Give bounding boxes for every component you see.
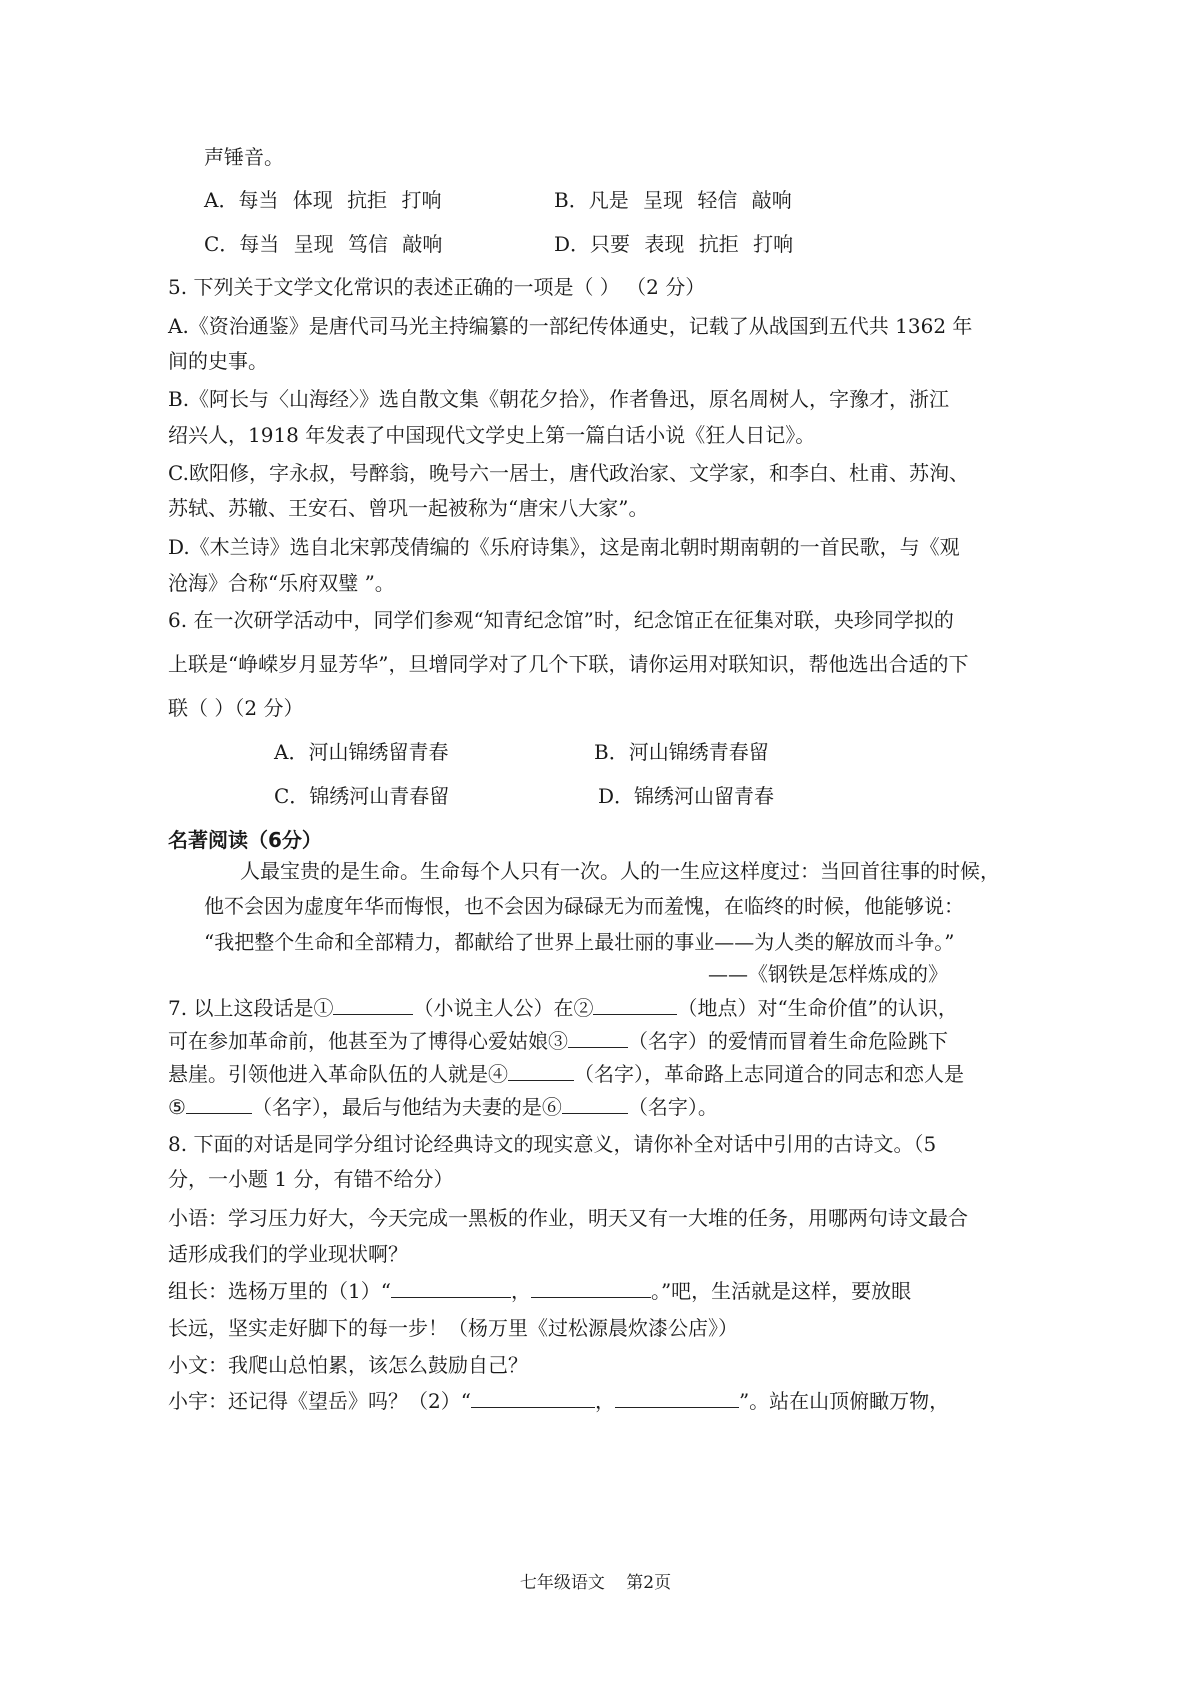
q8-zuzhang-line1 [168, 1277, 911, 1305]
q7-text: （名字），最后与他结为夫妻的是⑥ [251, 1095, 562, 1119]
q7-text: 可在参加革命前，他甚至为了博得心爱姑娘③ [168, 1029, 568, 1053]
q6-option-d: D．锦绣河山留青春 [598, 784, 775, 808]
q7-text: （名字）。 [627, 1095, 718, 1119]
q8-line1: 8. 下面的对话是同学分组讨论经典诗文的现实意义，请你补全对话中引用的古诗文。（5 [168, 1132, 937, 1156]
q7-blank-6[interactable] [562, 1093, 628, 1114]
reading-paragraph-line3: “我把整个生命和全部精力，都献给了世界上最壮丽的事业——为人类的解放而斗争。” [204, 930, 955, 954]
q8-text: ”。站在山顶俯瞰万物， [738, 1389, 950, 1413]
q5-option-b-line2: 绍兴人，1918 年发表了中国现代文学史上第一篇白话小说《狂人日记》。 [168, 423, 816, 447]
q6-line2: 上联是“峥嵘岁月显芳华”，旦增同学对了几个下联，请你运用对联知识，帮他选出合适的下 [168, 652, 969, 676]
q8-xiaowen-line: 小文：我爬山总怕累，该怎么鼓励自己？ [168, 1353, 528, 1377]
q4-option-b: B．凡是 呈现 轻信 敲响 [554, 188, 792, 212]
q5-option-a-line1: A.《资治通鉴》是唐代司马光主持编纂的一部纪传体通史，记载了从战国到五代共 1362 年 [168, 314, 973, 338]
q6-option-c: C．锦绣河山青春留 [274, 784, 450, 808]
q5-option-c-line1: C.欧阳修，字永叔，号醉翁，晚号六一居士，唐代政治家、文学家，和李白、杜甫、苏洵、 [168, 461, 969, 485]
q6-option-a: A．河山锦绣留青春 [274, 740, 449, 764]
reading-paragraph-line2: 他不会因为虚度年华而悔恨，也不会因为碌碌无为而羞愧，在临终的时候，他能够说： [204, 894, 964, 918]
q8-xiaoyu2-line [168, 1387, 949, 1415]
q8-xiaoyu-line2: 适形成我们的学业现状啊？ [168, 1242, 408, 1266]
q7-line4 [168, 1093, 718, 1121]
q7-blank-4[interactable] [508, 1060, 574, 1081]
q5-stem: 5. 下列关于文学文化常识的表述正确的一项是（ ） （2 分） [168, 275, 706, 299]
q8-xiaoyu-line1: 小语：学习压力好大，今天完成一黑板的作业，明天又有一大堆的任务，用哪两句诗文最合 [168, 1206, 968, 1230]
q7-text: （名字），革命路上志同道合的同志和恋人是 [574, 1062, 964, 1086]
q8-blank-1b[interactable] [531, 1277, 651, 1298]
q4-tail: 声锤音。 [204, 145, 284, 169]
reading-paragraph-line1: 人最宝贵的是生命。生命每个人只有一次。人的一生应这样度过：当回首往事的时候， [240, 859, 1000, 883]
q8-line2: 分，一小题 1 分，有错不给分） [168, 1167, 454, 1191]
page-footer [0, 1568, 1191, 1593]
q7-blank-1[interactable] [333, 994, 413, 1015]
q7-blank-2[interactable] [593, 994, 677, 1015]
q7-text: 7. 以上这段话是① [168, 996, 334, 1020]
q4-option-d: D．只要 表现 抗拒 打响 [554, 232, 794, 256]
reading-heading: 名著阅读（6分） [168, 828, 322, 852]
q5-option-d-line1: D.《木兰诗》选自北宋郭茂倩编的《乐府诗集》，这是南北朝时期南朝的一首民歌，与《观 [168, 535, 960, 559]
q6-line3: 联（ ）（2 分） [168, 696, 304, 720]
q7-line1 [168, 994, 958, 1022]
q7-blank-5[interactable] [186, 1093, 252, 1114]
footer-subject: 七年级语文 [519, 1573, 605, 1593]
q7-blank-3[interactable] [568, 1027, 628, 1048]
q6-line1: 6. 在一次研学活动中，同学们参观“知青纪念馆”时，纪念馆正在征集对联，央珍同学拟的 [168, 608, 954, 632]
q7-line2 [168, 1027, 948, 1055]
q4-option-c: C．每当 呈现 笃信 敲响 [204, 232, 443, 256]
q8-text: ， [594, 1389, 615, 1413]
q8-blank-1a[interactable] [391, 1277, 511, 1298]
q7-line3 [168, 1060, 964, 1088]
q8-text: ， [510, 1279, 531, 1303]
q6-option-b: B．河山锦绣青春留 [594, 740, 769, 764]
q5-option-d-line2: 沧海》合称“乐府双璧 ”。 [168, 571, 395, 595]
q7-text: （小说主人公）在② [413, 996, 594, 1020]
q7-text: 悬崖。引领他进入革命队伍的人就是④ [168, 1062, 508, 1086]
q7-text: ⑤ [168, 1095, 186, 1119]
q7-text: （名字）的爱情而冒着生命危险跳下 [628, 1029, 948, 1053]
q8-text: 。”吧，生活就是这样，要放眼 [650, 1279, 912, 1303]
q8-text: 小宇：还记得《望岳》吗？（2）“ [168, 1389, 471, 1413]
q8-blank-2b[interactable] [615, 1387, 739, 1408]
q7-text: （地点）对“生命价值”的认识， [677, 996, 958, 1020]
q5-option-a-line2: 间的史事。 [168, 349, 268, 373]
footer-page-number: 第2页 [626, 1573, 672, 1593]
reading-source: ——《钢铁是怎样炼成的》 [708, 962, 948, 986]
q5-option-b-line1: B.《阿长与〈山海经〉》选自散文集《朝花夕拾》，作者鲁迅，原名周树人，字豫才，浙江 [168, 387, 950, 411]
q4-option-a: A．每当 体现 抗拒 打响 [204, 188, 442, 212]
q8-zuzhang-line2: 长远，坚实走好脚下的每一步！（杨万里《过松源晨炊漆公店》） [168, 1316, 738, 1340]
q8-blank-2a[interactable] [471, 1387, 595, 1408]
q5-option-c-line2: 苏轼、苏辙、王安石、曾巩一起被称为“唐宋八大家”。 [168, 496, 649, 520]
q8-text: 组长：选杨万里的（1）“ [168, 1279, 391, 1303]
